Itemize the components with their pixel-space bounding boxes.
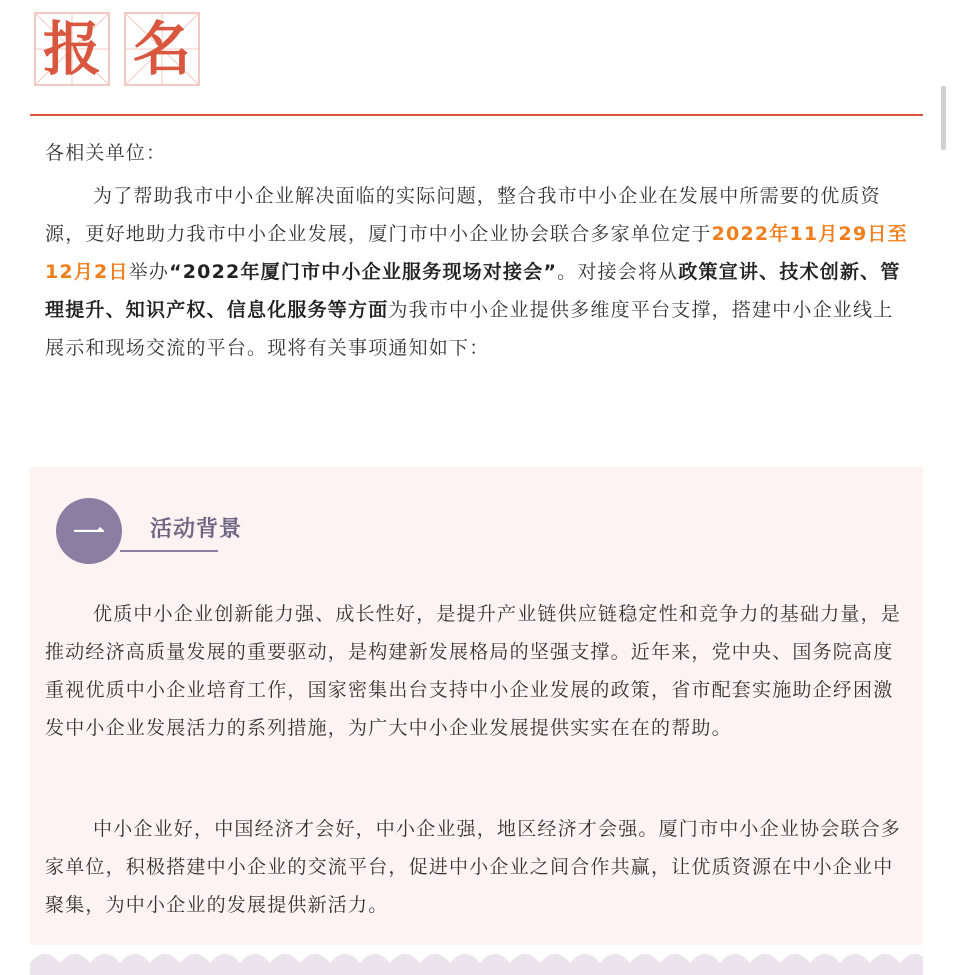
event-date: 2022年11月29日至12月2日 — [45, 223, 908, 283]
intro-text: 为了帮助我市中小企业解决面临的实际问题，整合我市中小企业在发展中所需要的优质资源，更好地助力我市中小企业发展，厦门市中小企业协会联合多家单位定于 — [45, 185, 881, 245]
intro-text: 举办 — [128, 261, 170, 283]
wave-border-icon — [30, 945, 923, 975]
event-name: “2022年厦门市中小企业服务现场对接会” — [169, 261, 558, 283]
intro-text: 为我市中小企业提供多维度平台支撑，搭建中小企业线上展示和现场交流的平台。现将有关事项通知如下： — [45, 299, 894, 359]
title-char-box — [124, 12, 200, 86]
section-title: 活动背景 — [150, 517, 243, 542]
section-paragraph: 中小企业好，中国经济才会好，中小企业强，地区经济才会强。厦门市中小企业协会联合多家单位，积极搭建中小企业的交流平台，促进中小企业之间合作共赢，让优质资源在中小企业中聚集，为中小企业的发展提供新活力。 — [45, 818, 902, 916]
title-divider — [30, 114, 923, 116]
title-char: 名 — [132, 15, 191, 83]
scrollbar-thumb[interactable] — [941, 86, 946, 150]
intro-paragraph — [45, 177, 913, 367]
greeting: 各相关单位： — [45, 142, 167, 164]
event-aspects: 政策宣讲、技术创新、管理提升、知识产权、信息化服务等方面 — [45, 261, 901, 321]
title-block — [34, 12, 200, 86]
section-number: 一 — [72, 514, 105, 552]
title-char-box — [34, 12, 110, 86]
section-number-badge — [56, 498, 122, 564]
intro-text: 。对接会将从 — [557, 261, 679, 283]
section-title-underline — [120, 550, 218, 552]
section-paragraph: 优质中小企业创新能力强、成长性好，是提升产业链供应链稳定性和竞争力的基础力量，是推动经济高质量发展的重要驱动，是构建新发展格局的坚强支撑。近年来，党中央、国务院高度重视优质中小企业培育工作，国家密集出台支持中小企业发展的政策，省市配套实施助企纾困激发中小企业发展活力的系列措施，为广大中小企业发展提供实实在在的帮助。 — [45, 603, 902, 739]
title-char: 报 — [42, 15, 101, 83]
